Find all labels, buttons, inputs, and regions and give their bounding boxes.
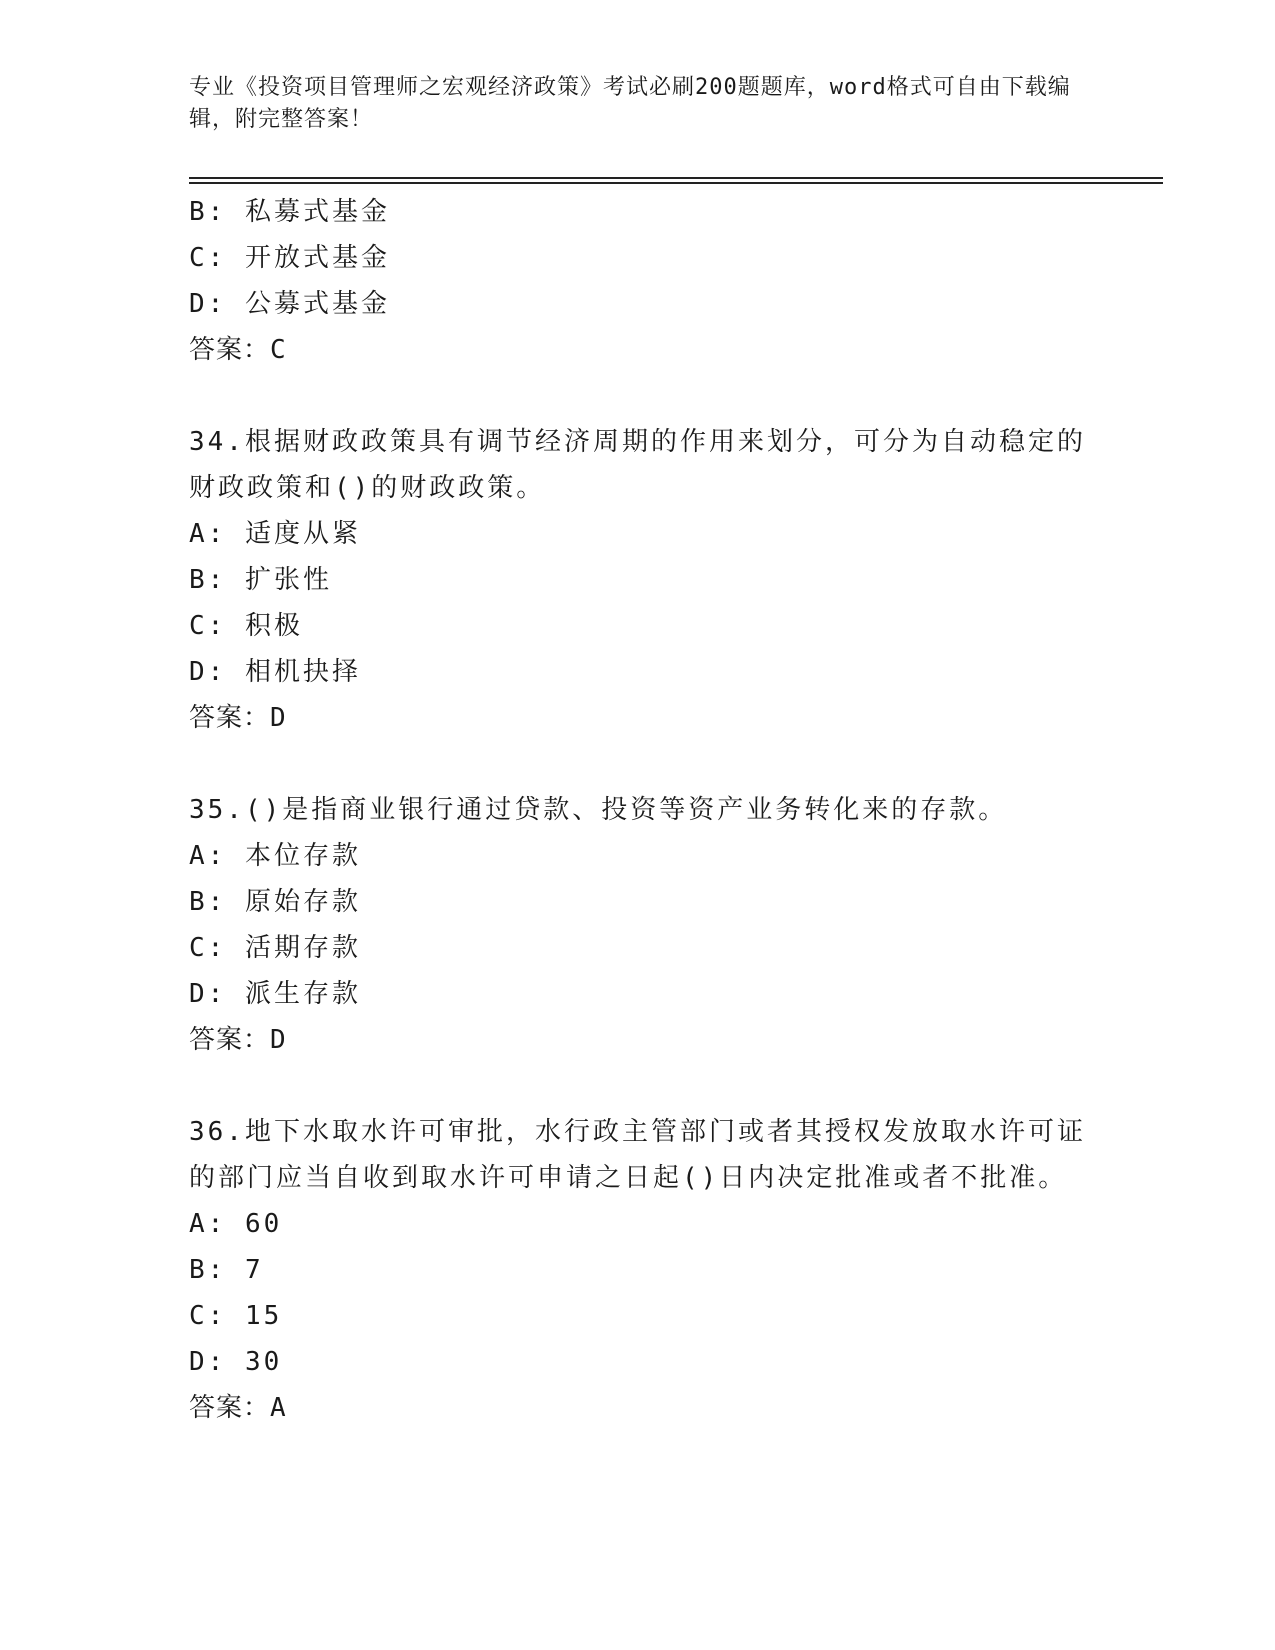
answer: 答案：A (189, 1393, 287, 1423)
header-divider (189, 182, 1163, 184)
answer: 答案：D (189, 1025, 287, 1055)
question-34 (189, 419, 1089, 741)
option-c: C: 15 (189, 1301, 283, 1331)
option-c: C: 开放式基金 (189, 243, 390, 273)
option-b: B: 原始存款 (189, 887, 361, 917)
question-35 (189, 787, 1089, 1063)
option-b: B: 扩张性 (189, 565, 332, 595)
option-a: A: 适度从紧 (189, 519, 361, 549)
option-a: A: 本位存款 (189, 841, 361, 871)
question-text: 35.()是指商业银行通过贷款、投资等资产业务转化来的存款。 (189, 795, 1008, 825)
question-continued (189, 189, 1089, 373)
question-text: 34.根据财政政策具有调节经济周期的作用来划分，可分为自动稳定的财政政策和()的财政政策。 (189, 427, 1086, 503)
option-b: B: 7 (189, 1255, 264, 1285)
question-36 (189, 1109, 1089, 1431)
option-a: A: 60 (189, 1209, 283, 1239)
option-d: D: 派生存款 (189, 979, 361, 1009)
answer: 答案：D (189, 703, 287, 733)
option-d: D: 相机抉择 (189, 657, 361, 687)
page-header: 专业《投资项目管理师之宏观经济政策》考试必刷200题题库，word格式可自由下载编辑，附完整答案！ (189, 75, 1071, 132)
option-d: D: 公募式基金 (189, 289, 390, 319)
header-divider (189, 177, 1163, 179)
option-c: C: 活期存款 (189, 933, 361, 963)
answer: 答案：C (189, 335, 287, 365)
question-text: 36.地下水取水许可审批，水行政主管部门或者其授权发放取水许可证的部门应当自收到取水许可申请之日起()日内决定批准或者不批准。 (189, 1117, 1086, 1193)
option-c: C: 积极 (189, 611, 303, 641)
option-d: D: 30 (189, 1347, 283, 1377)
option-b: B: 私募式基金 (189, 197, 390, 227)
document-body (189, 189, 1089, 1431)
